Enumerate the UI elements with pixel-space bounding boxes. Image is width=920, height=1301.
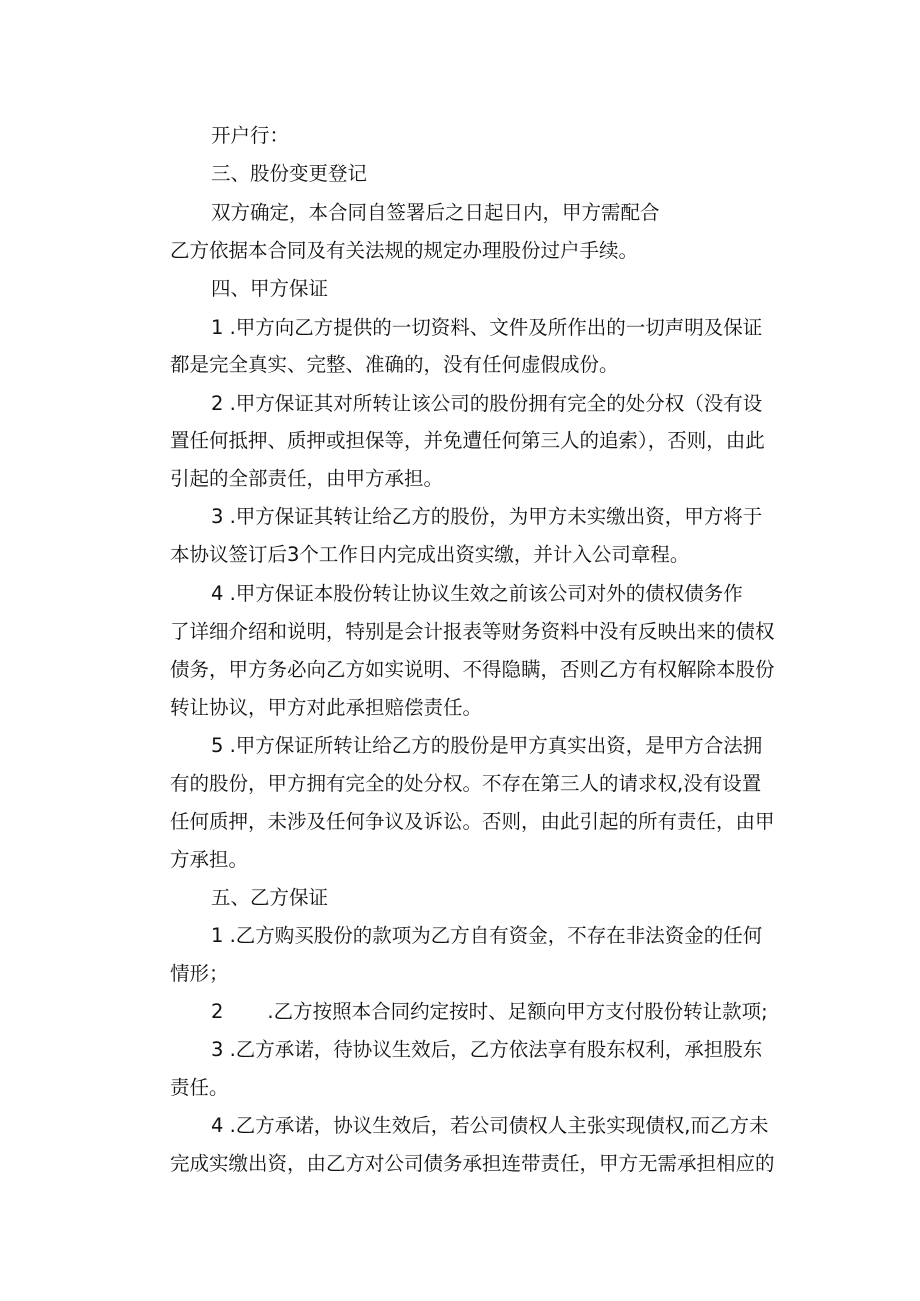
- paragraph-line: 任何质押，未涉及任何争议及诉讼。否则，由此引起的所有责任，由甲: [170, 810, 775, 833]
- paragraph-line: 3 .甲方保证其转让给乙方的股份，为甲方未实缴出资，甲方将于: [211, 505, 763, 528]
- paragraph-line: 乙方依据本合同及有关法规的规定办理股份过户手续。: [170, 239, 639, 262]
- paragraph-line: 有的股份，甲方拥有完全的处分权。不存在第三人的请求权,没有设置: [170, 772, 762, 795]
- paragraph-line: 完成实缴出资，由乙方对公司债务承担连带责任，甲方无需承担相应的: [170, 1152, 775, 1175]
- section-heading: 三、股份变更登记: [211, 162, 368, 185]
- paragraph-line: 双方确定，本合同自签署后之日起日内，甲方需配合: [211, 201, 660, 224]
- item-text: .乙方按照本合同约定按时、足额向甲方支付股份转让款项;: [267, 1000, 768, 1023]
- section-heading: 四、甲方保证: [211, 277, 329, 300]
- paragraph-line: 责任。: [170, 1076, 229, 1099]
- paragraph-line: [211, 997, 768, 1027]
- paragraph-line: 方承担。: [170, 848, 249, 871]
- section-heading: 五、乙方保证: [211, 886, 329, 909]
- paragraph-line: 4 .甲方保证本股份转让协议生效之前该公司对外的债权债务作: [211, 582, 743, 605]
- bank-line: 开户行：: [211, 124, 290, 147]
- item-number: 2: [211, 1000, 224, 1023]
- paragraph-line: 5 .甲方保证所转让给乙方的股份是甲方真实出资，是甲方合法拥: [211, 734, 763, 757]
- paragraph-line: 1 .甲方向乙方提供的一切资料、文件及所作出的一切声明及保证: [211, 316, 763, 339]
- paragraph-line: 情形；: [170, 962, 229, 985]
- paragraph-line: 了详细介绍和说明，特别是会计报表等财务资料中没有反映出来的债权: [170, 620, 775, 643]
- paragraph-line: 置任何抵押、质押或担保等，并免遭任何第三人的追索），否则，由此: [170, 429, 765, 452]
- paragraph-line: 1 .乙方购买股份的款项为乙方自有资金，不存在非法资金的任何: [211, 924, 763, 947]
- paragraph-line: 转让协议，甲方对此承担赔偿责任。: [170, 696, 483, 719]
- paragraph-line: 都是完全真实、完整、准确的，没有任何虚假成份。: [170, 353, 619, 376]
- paragraph-line: 引起的全部责任，由甲方承担。: [170, 467, 444, 490]
- paragraph-line: 债务，甲方务必向乙方如实说明、不得隐瞒，否则乙方有权解除本股份: [170, 658, 775, 681]
- paragraph-line: 2 .甲方保证其对所转让该公司的股份拥有完全的处分权（没有设: [211, 392, 763, 415]
- paragraph-line: 本协议签订后3个工作日内完成出资实缴，并计入公司章程。: [170, 543, 690, 566]
- paragraph-line: 4 .乙方承诺，协议生效后，若公司债权人主张实现债权,而乙方未: [211, 1114, 769, 1137]
- paragraph-line: 3 .乙方承诺，待协议生效后，乙方依法享有股东权利，承担股东: [211, 1038, 763, 1061]
